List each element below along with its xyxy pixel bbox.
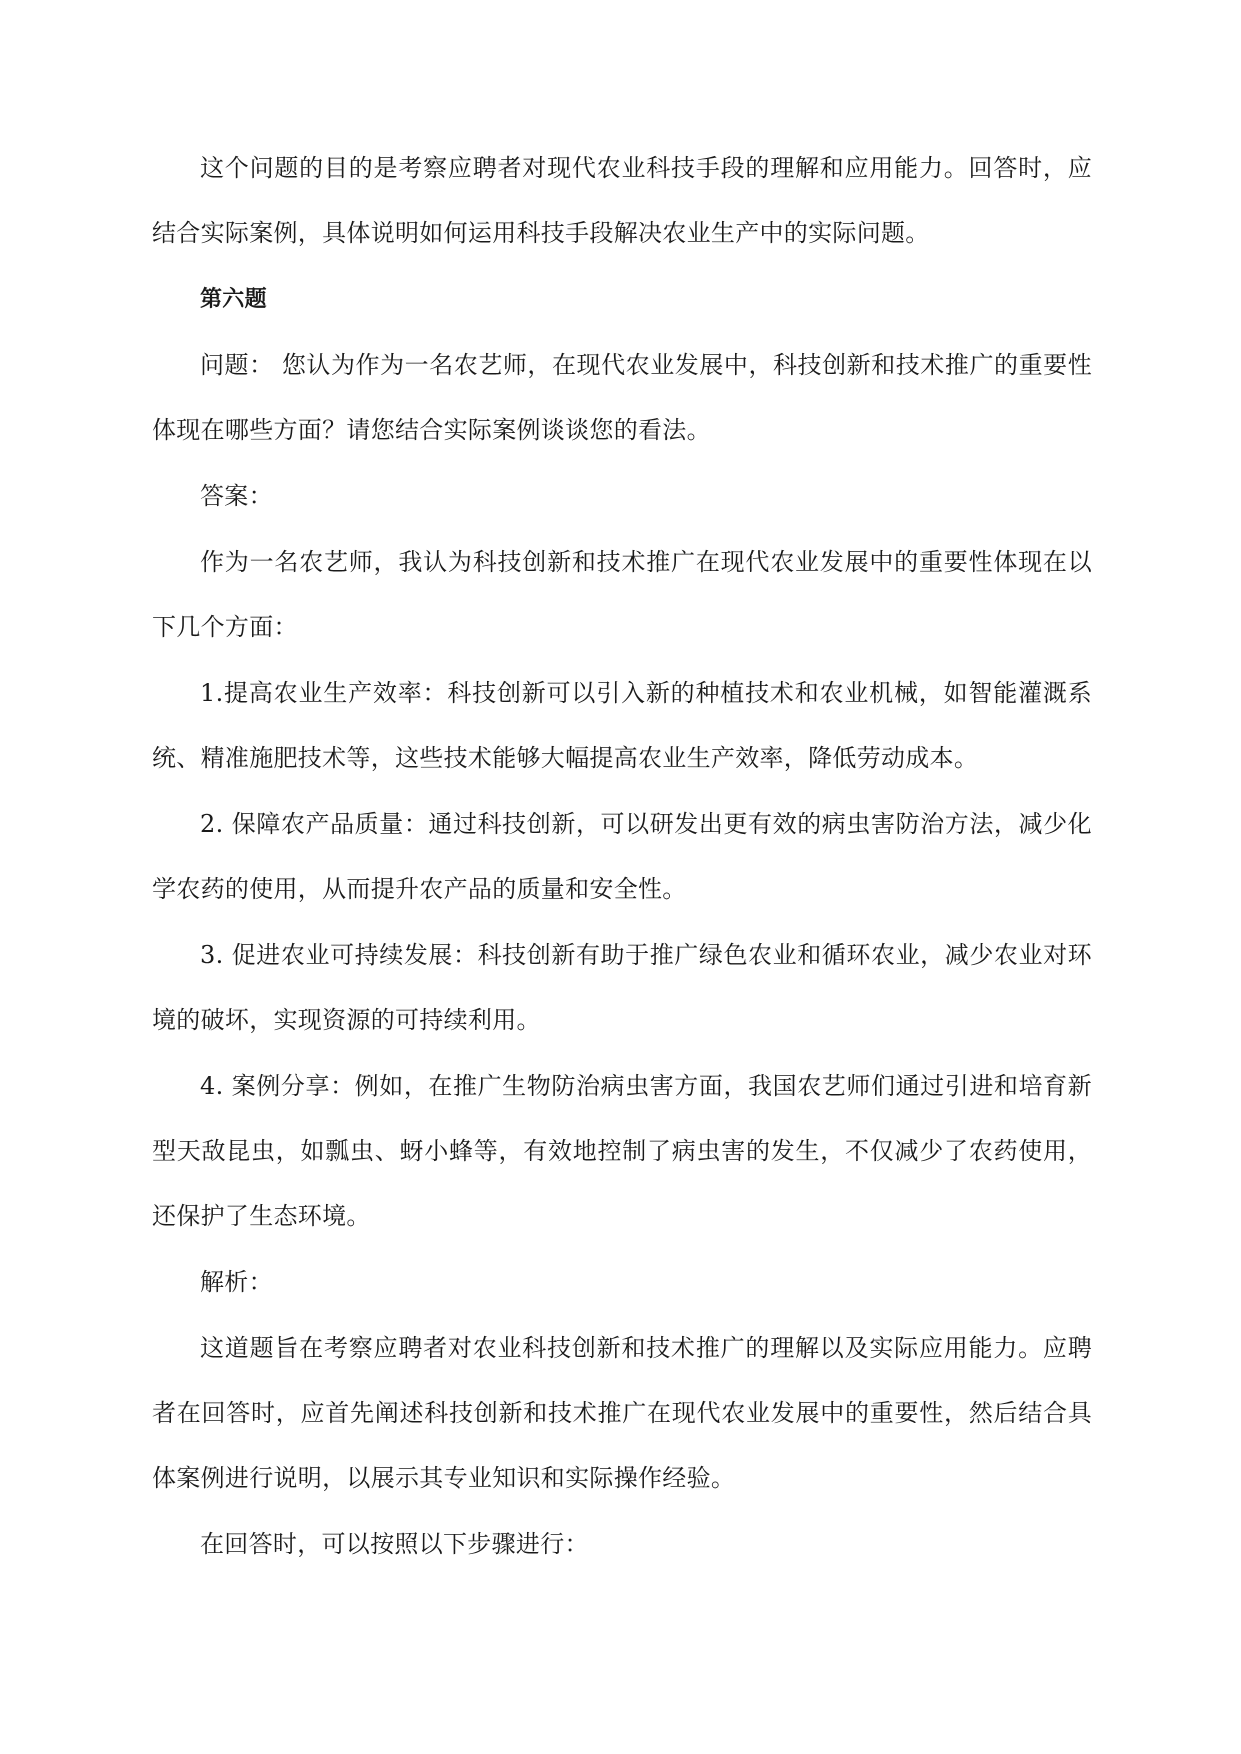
question-paragraph: 问题： 您认为作为一名农艺师，在现代农业发展中，科技创新和技术推广的重要性体现在哪些方面？请您结合实际案例谈谈您的看法。: [152, 351, 1092, 444]
section-heading: 第六题: [200, 287, 267, 312]
answer-label: 答案：: [200, 482, 273, 510]
intro-analysis-paragraph: 这个问题的目的是考察应聘者对现代农业科技手段的理解和应用能力。回答时，应结合实际案例，具体说明如何运用科技手段解决农业生产中的实际问题。: [152, 154, 1092, 247]
answer-point-2: 2. 保障农产品质量：通过科技创新，可以研发出更有效的病虫害防治方法，减少化学农药的使用，从而提升农产品的质量和安全性。: [152, 810, 1092, 903]
answer-point-4: 4. 案例分享：例如，在推广生物防治病虫害方面，我国农艺师们通过引进和培育新型天敌昆虫，如瓢虫、蚜小蜂等，有效地控制了病虫害的发生，不仅减少了农药使用，还保护了生态环境。: [152, 1072, 1092, 1230]
page-content: [152, 136, 1092, 1578]
steps-intro-paragraph: 在回答时，可以按照以下步骤进行：: [200, 1530, 589, 1558]
analysis-paragraph: 这道题旨在考察应聘者对农业科技创新和技术推广的理解以及实际应用能力。应聘者在回答时，应首先阐述科技创新和技术推广在现代农业发展中的重要性，然后结合具体案例进行说明，以展示其专业知识和实际操作经验。: [152, 1334, 1092, 1492]
answer-intro-paragraph: 作为一名农艺师，我认为科技创新和技术推广在现代农业发展中的重要性体现在以下几个方面：: [152, 548, 1092, 641]
answer-point-1: 1.提高农业生产效率：科技创新可以引入新的种植技术和农业机械，如智能灌溉系统、精准施肥技术等，这些技术能够大幅提高农业生产效率，降低劳动成本。: [152, 679, 1092, 772]
analysis-label: 解析：: [200, 1268, 273, 1296]
answer-point-3: 3. 促进农业可持续发展：科技创新有助于推广绿色农业和循环农业，减少农业对环境的破坏，实现资源的可持续利用。: [152, 941, 1092, 1034]
